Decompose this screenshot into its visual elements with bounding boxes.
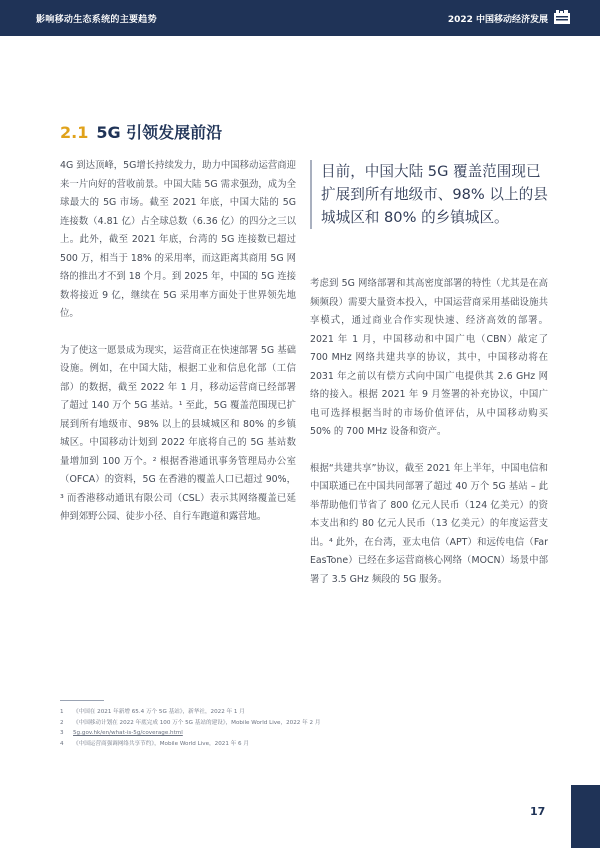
- footnote-number: 1: [60, 709, 64, 715]
- section-heading: [60, 120, 222, 143]
- footnote-number: 3: [60, 730, 64, 736]
- body-paragraph: 4G 到达顶峰，5G增长持续发力，助力中国移动运营商迎来一片向好的营收前景。中国大陆 5G 需求强劲，成为全球最大的 5G 市场。截至 2021 年底，中国大陆的 5G 连接数（4.81 亿）占全球总数（6.36 亿）的四分之三以上。此外，截至 2021 年底，台湾的 5G 连接数已超过 500 万，相当于 18% 的采用率，而这距离其商用 5G 网络的推出才不到 18 个月。到 2025 年，中国的 5G 连接数将接近 9 亿，继续在 5G 采用率方面处于世界领先地位。: [60, 160, 296, 319]
- section-title: 5G 引领发展前沿: [96, 123, 223, 142]
- footnote-number: 2: [60, 719, 64, 726]
- footnotes: [60, 707, 530, 749]
- footnote-text: 《中国运营商强调网络共享节约》，Mobile World Live，2021 年 6 月: [73, 740, 249, 747]
- header-report-title: 2022 中国移动经济发展: [447, 15, 548, 25]
- footnote: [60, 718, 530, 729]
- footnote: [60, 707, 530, 718]
- header-section-title: 影响移动生态系统的主要趋势: [36, 15, 157, 25]
- footnote: [60, 739, 530, 750]
- left-column: [60, 157, 296, 545]
- pull-quote: 目前，中国大陆 5G 覆盖范围现已扩展到所有地级市、98% 以上的县城城区和 80% 的乡镇城区。: [310, 160, 548, 229]
- gsma-logo-icon: [554, 10, 570, 24]
- page-header: [0, 0, 600, 36]
- right-column: [310, 275, 548, 607]
- footnote-number: 4: [60, 740, 64, 747]
- footnote-text: 《中国移动计划在 2022 年底完成 100 万个 5G 基站的建设》，Mobile World Live，2022 年 2 月: [73, 719, 321, 726]
- section-number: 2.1: [60, 123, 89, 142]
- body-paragraph: 根据“共建共享”协议，截至 2021 年上半年，中国电信和中国联通已在中国共同部署了超过 40 万个 5G 基站 – 此举帮助他们节省了 800 亿元人民币（124 亿美元）的资本支出和约 80 亿元人民币（13 亿美元）的年度运营支出。⁴ 此外，在台湾，亚太电信（APT）和远传电信（Far EasTone）已经在多运营商核心网络（MOCN）场景中部署了 3.5 GHz 频段的 5G 服务。: [310, 462, 548, 585]
- body-paragraph: 为了使这一愿景成为现实，运营商正在快速部署 5G 基础设施。例如，在中国大陆，根据工业和信息化部（工信部）的数据，截至 2022 年 1 月，移动运营商已经部署了超过 140 万个 5G 基站。¹ 至此，5G 覆盖范围现已扩展到所有地级市、98% 以上的县城城区和 80% 的乡镇城区。中国移动计划到 2022 年底将自己的 5G 基站数量增加到 100 万个。² 根据香港通讯事务管理局办公室（OFCA）的资料，5G 在香港的覆盖人口已超过 90%，³ 而香港移动通讯有限公司（CSL）表示其网络覆盖已延伸到郊野公园、徒步小径、自行车跑道和露营地。: [60, 344, 296, 522]
- footnote-link[interactable]: 5g.gov.hk/en/what-is-5g/coverage.html: [73, 730, 183, 736]
- footnote-divider: [60, 700, 104, 701]
- body-paragraph: 考虑到 5G 网络部署和其高密度部署的特性（尤其是在高频频段）需要大量资本投入，中国运营商采用基础设施共享模式，通过商业合作实现快速、经济高效的部署。2021 年 1 月，中国移动和中国广电（CBN）敲定了 700 MHz 网络共建共享的协议，其中，中国移动将在 2031 年之前以有偿方式向中国广电提供其 2.6 GHz 网络的接入。根据 2021 年 9 月签署的补充协议，中国广电可选择根据当时的市场价值评估，从中国移动购买 50% 的 700 MHz 设备和资产。: [310, 278, 548, 437]
- page-corner-bar: [571, 785, 600, 848]
- page-number: 17: [530, 805, 546, 818]
- footnote-text: 《中国在 2021 年新增 65.4 万个 5G 基站》，新华社，2022 年 1 月: [73, 709, 245, 715]
- footnote: [60, 728, 530, 739]
